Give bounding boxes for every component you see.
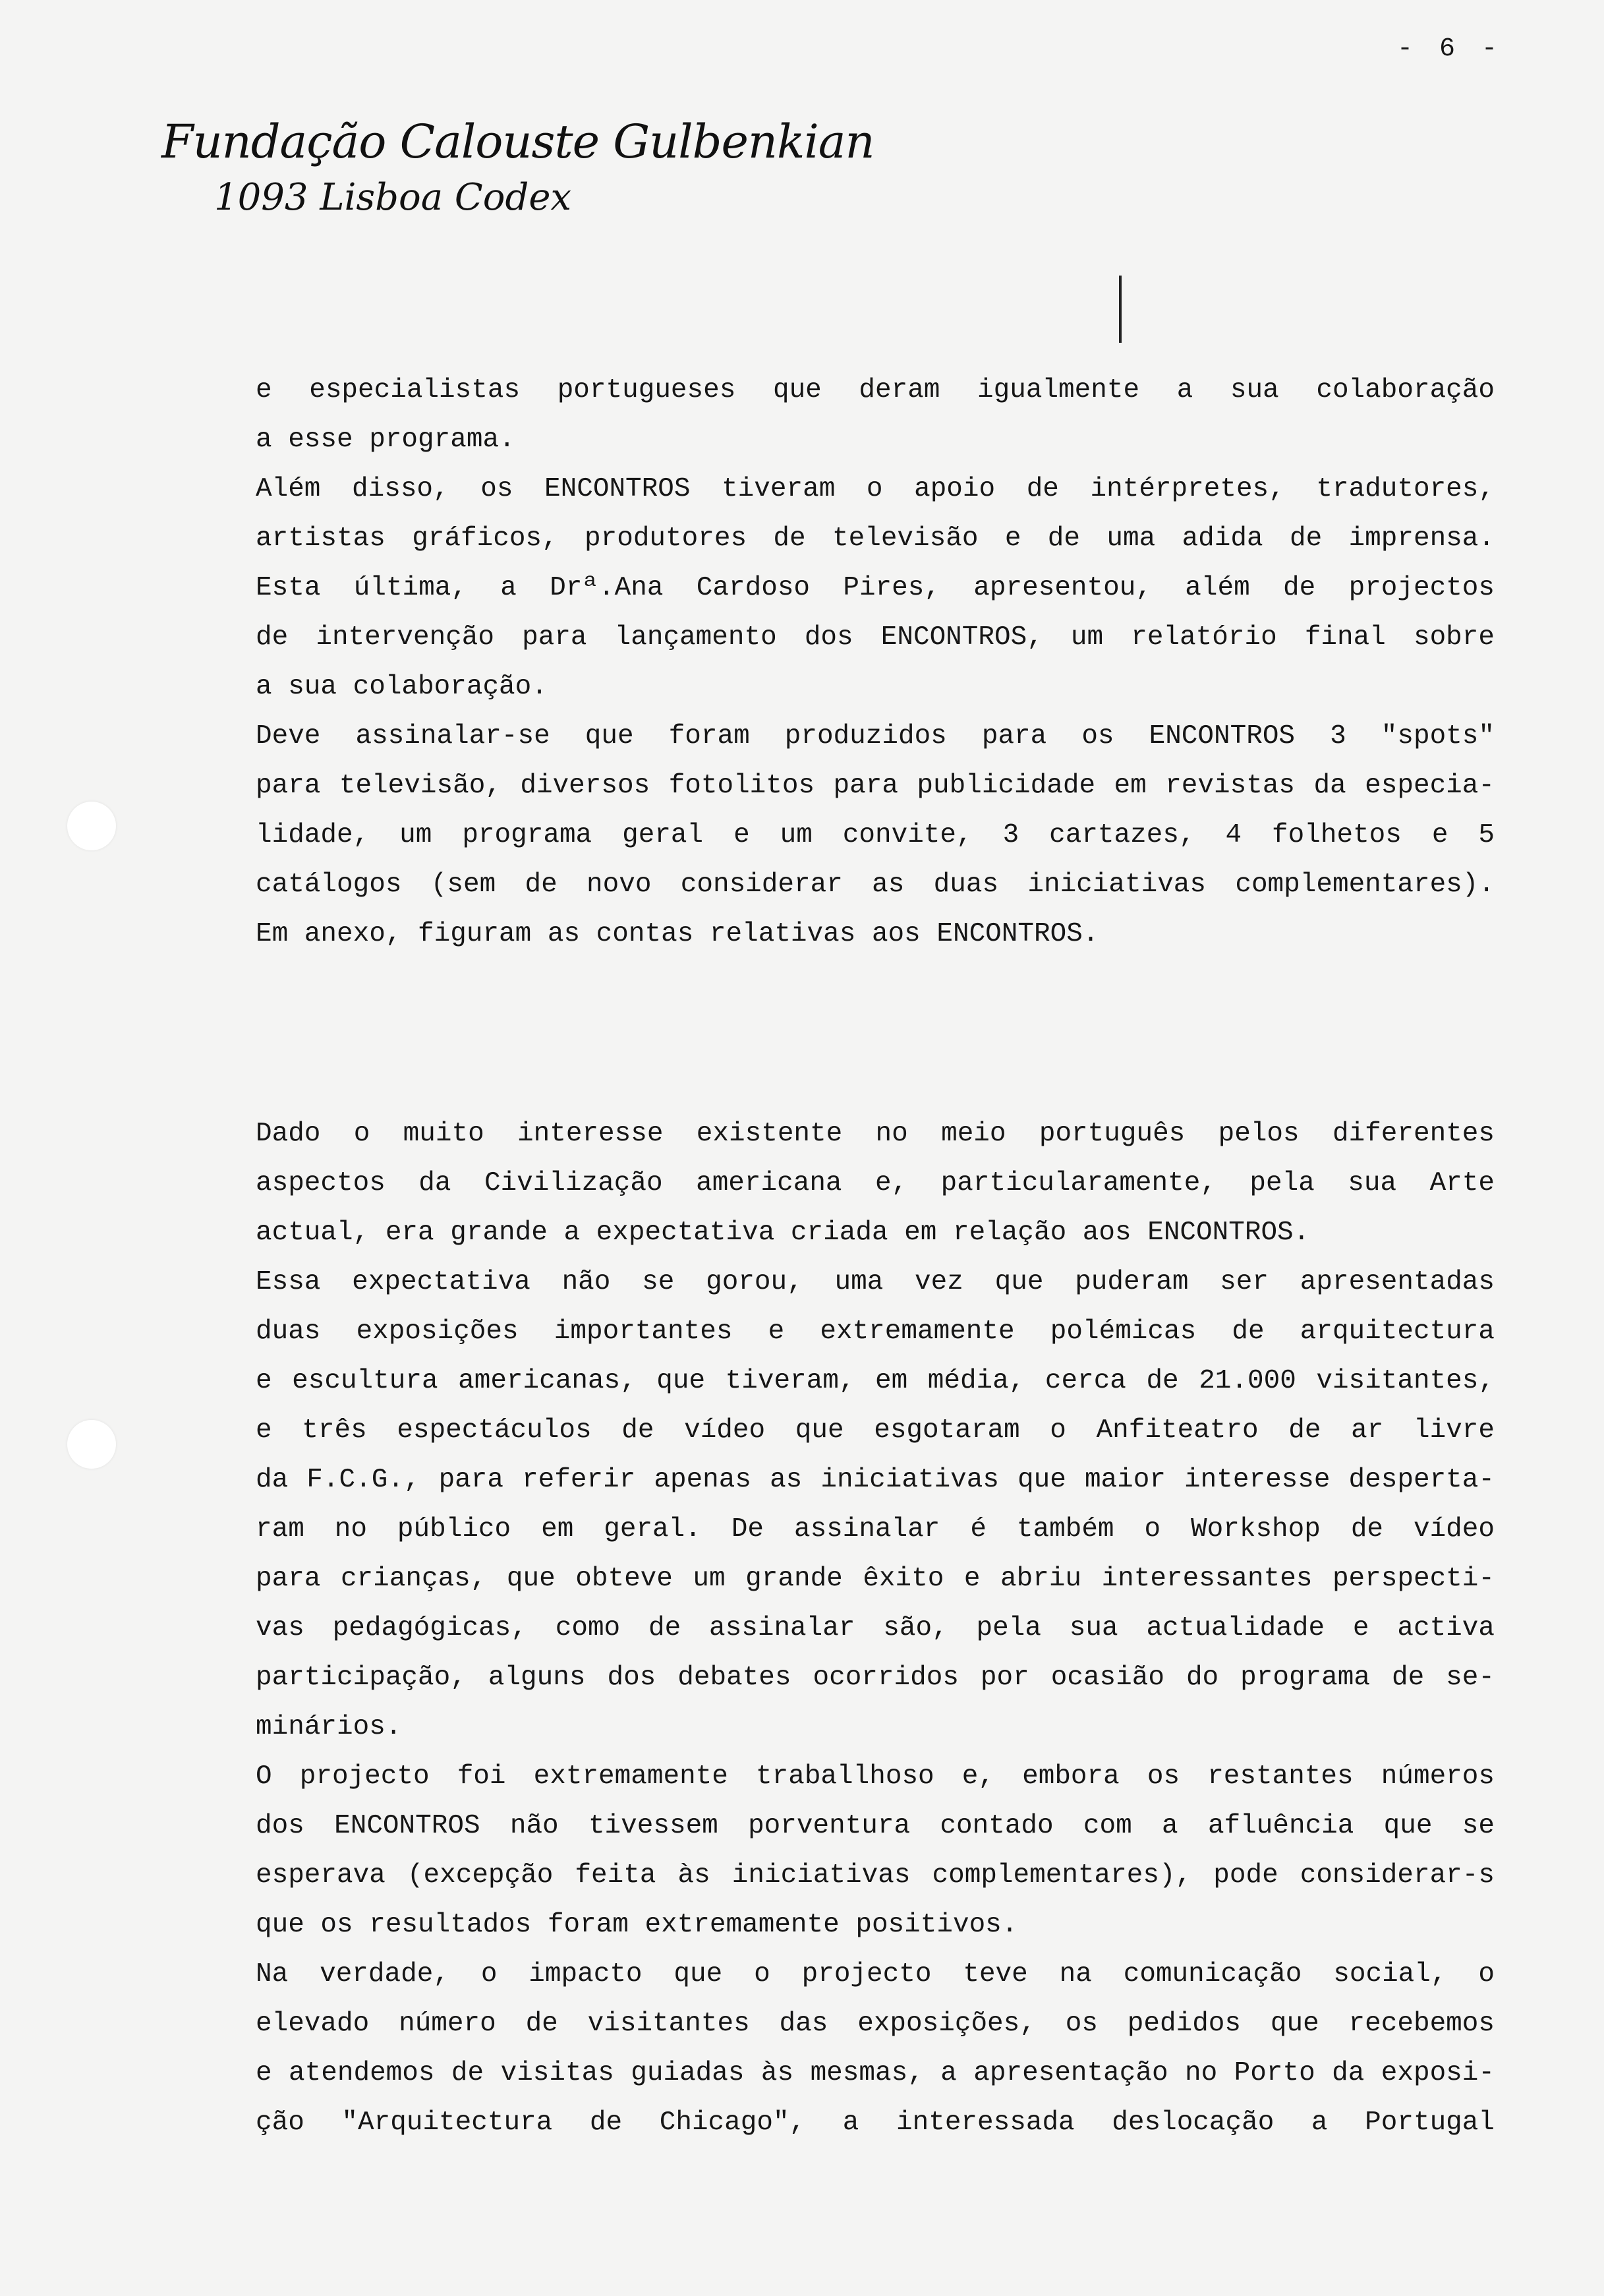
text-line: artistas gráficos, produtores de televisão e de uma adida de imprensa. [256,523,1495,554]
text-line: Essa expectativa não se gorou, uma vez que puderam ser apresentadas [256,1267,1495,1297]
text-line: Esta última, a Drª.Ana Cardoso Pires, apresentou, além de projectos [256,573,1495,603]
text-line: e atendemos de visitas guiadas às mesmas, a apresentação no Porto da exposi- [256,2058,1495,2088]
text-line: e escultura americanas, que tiveram, em média, cerca de 21.000 visitantes, [256,1366,1495,1396]
body-paragraphs-1 [256,366,1495,959]
body-paragraphs-2 [256,1109,1495,2148]
text-line: minários. [256,1712,402,1742]
text-line: dos ENCONTROS não tivessem porventura contado com a afluência que se [256,1811,1495,1841]
text-line: Na verdade, o impacto que o projecto teve na comunicação social, o [256,1959,1495,1989]
text-line: para televisão, diversos fotolitos para publicidade em revistas da especia- [256,771,1495,801]
text-line: participação, alguns dos debates ocorridos por ocasião do programa de se- [256,1663,1495,1693]
text-line: de intervenção para lançamento dos ENCONTROS, um relatório final sobre [256,622,1495,653]
text-line: Deve assinalar-se que foram produzidos para os ENCONTROS 3 "spots" [256,721,1495,751]
text-line: da F.C.G., para referir apenas as iniciativas que maior interesse desperta- [256,1465,1495,1495]
text-line: para crianças, que obteve um grande êxito e abriu interessantes perspecti- [256,1564,1495,1594]
text-line: a sua colaboração. [256,672,548,702]
text-line: duas exposições importantes e extremamente polémicas de arquitectura [256,1316,1495,1347]
letterhead [161,112,874,224]
text-line: e especialistas portugueses que deram igualmente a sua colaboração [256,375,1495,405]
text-line: catálogos (sem de novo considerar as duas iniciativas complementares). [256,869,1495,900]
text-line: e três espectáculos de vídeo que esgotaram o Anfiteatro de ar livre [256,1415,1495,1446]
text-line: Dado o muito interesse existente no meio português pelos diferentes [256,1119,1495,1149]
page-number: - 6 - [1397,34,1503,64]
text-line: Em anexo, figuram as contas relativas aos ENCONTROS. [256,919,1099,949]
text-line: que os resultados foram extremamente positivos. [256,1910,1018,1940]
text-line: esperava (excepção feita às iniciativas complementares), pode considerar-s [256,1860,1495,1891]
punch-hole [67,1420,116,1469]
text-line: aspectos da Civilização americana e, particularamente, pela sua Arte [256,1168,1495,1198]
text-line: actual, era grande a expectativa criada em relação aos ENCONTROS. [256,1218,1310,1248]
text-line: vas pedagógicas, como de assinalar são, pela sua actualidade e activa [256,1613,1495,1643]
letterhead-foundation-name: Fundação Calouste Gulbenkian [161,115,874,169]
text-line: ram no público em geral. De assinalar é também o Workshop de vídeo [256,1514,1495,1545]
pen-mark [1119,276,1122,343]
text-line: ção "Arquitectura de Chicago", a interessada deslocação a Portugal [256,2107,1495,2138]
punch-hole [67,802,116,850]
text-line: a esse programa. [256,425,515,455]
text-line: O projecto foi extremamente traballhoso e, embora os restantes números [256,1761,1495,1792]
text-line: elevado número de visitantes das exposições, os pedidos que recebemos [256,2009,1495,2039]
text-line: lidade, um programa geral e um convite, 3 cartazes, 4 folhetos e 5 [256,820,1495,850]
text-line: Além disso, os ENCONTROS tiveram o apoio de intérpretes, tradutores, [256,474,1495,504]
letterhead-address: 1093 Lisboa Codex [214,176,572,219]
